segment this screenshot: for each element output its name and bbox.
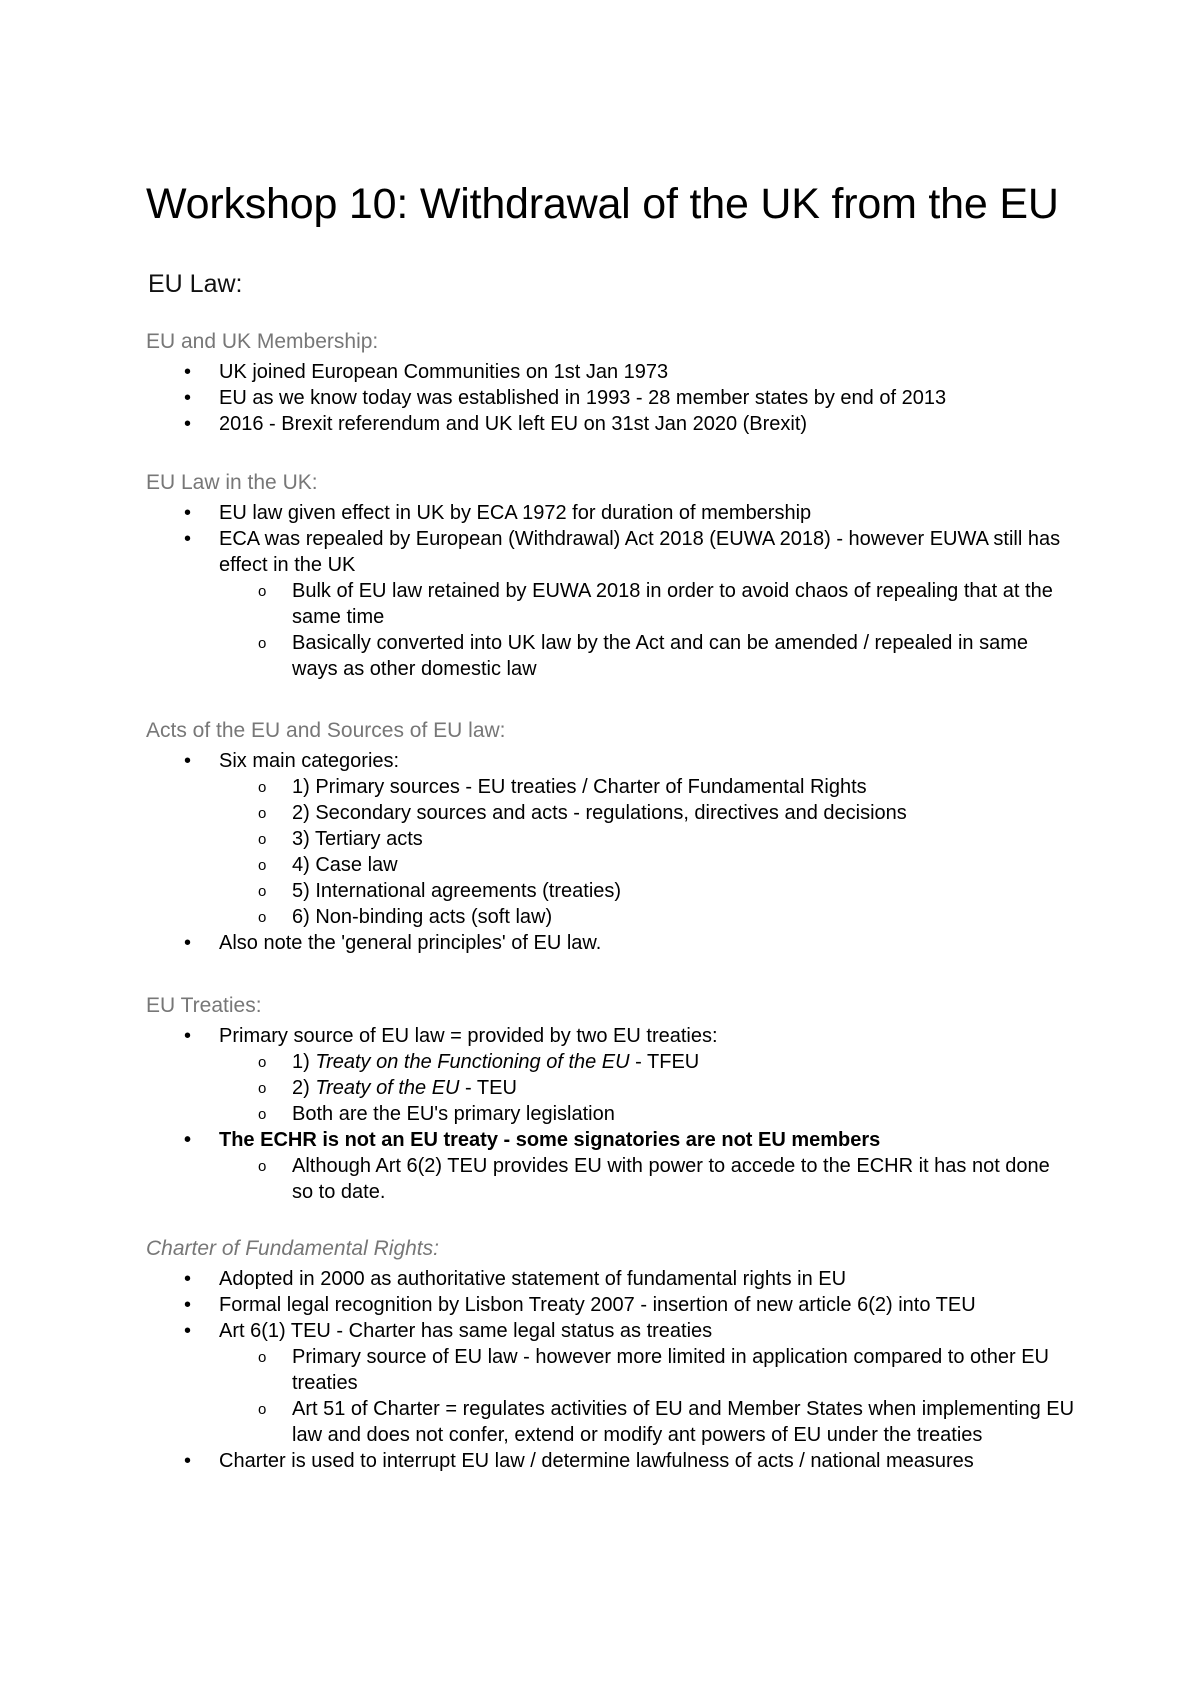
membership-list [146, 359, 1076, 437]
list-item: • Adopted in 2000 as authoritative statement of fundamental rights in EU [146, 1266, 1076, 1292]
list-item: • ECA was repealed by European (Withdrawal) Act 2018 (EUWA 2018) - however EUWA still has effect in the UK [146, 526, 1076, 578]
acts-heading: Acts of the EU and Sources of EU law: [146, 719, 506, 742]
treaty-name-teu: Treaty of the EU [315, 1077, 460, 1099]
sub-list-item: o 2) Secondary sources and acts - regulations, directives and decisions [146, 800, 1076, 826]
treaty-abbr: - TEU [459, 1077, 517, 1099]
list-item: • UK joined European Communities on 1st Jan 1973 [146, 359, 1076, 385]
membership-heading: EU and UK Membership: [146, 330, 379, 353]
sub-list-item: o Primary source of EU law - however more limited in application compared to other EU treaties [146, 1344, 1076, 1396]
sub-list-item: o 5) International agreements (treaties) [146, 878, 1076, 904]
list-item: • Charter is used to interrupt EU law / determine lawfulness of acts / national measures [146, 1448, 1076, 1474]
sub-list-item: o Art 51 of Charter = regulates activities of EU and Member States when implementing EU law and does not confer, extend or modify ant powers of EU under the treaties [146, 1396, 1076, 1448]
treaty-number: 2) [292, 1077, 316, 1099]
charter-list [146, 1266, 1076, 1474]
section-title: EU Law: [148, 270, 243, 298]
treaties-list [146, 1023, 1076, 1205]
acts-list [146, 748, 1076, 956]
charter-section [146, 1236, 1076, 1474]
sub-list-item: o 3) Tertiary acts [146, 826, 1076, 852]
treaty-number: 1) [292, 1051, 316, 1073]
treaty-name-tfeu: Treaty on the Functioning of the EU [315, 1051, 630, 1073]
list-item: • EU law given effect in UK by ECA 1972 for duration of membership [146, 500, 1076, 526]
list-item: • Formal legal recognition by Lisbon Treaty 2007 - insertion of new article 6(2) into TEU [146, 1292, 1076, 1318]
sub-list-item [146, 1075, 1076, 1101]
sub-list-item: o 4) Case law [146, 852, 1076, 878]
charter-heading: Charter of Fundamental Rights: [146, 1237, 439, 1260]
sub-list-item [146, 1049, 1076, 1075]
page-title: Workshop 10: Withdrawal of the UK from the EU [146, 180, 1059, 228]
sub-list-item: o 1) Primary sources - EU treaties / Charter of Fundamental Rights [146, 774, 1076, 800]
list-item: • Also note the 'general principles' of EU law. [146, 930, 1076, 956]
list-item: • EU as we know today was established in 1993 - 28 member states by end of 2013 [146, 385, 1076, 411]
treaties-section [146, 993, 1076, 1205]
sub-list-item: o Although Art 6(2) TEU provides EU with power to accede to the ECHR it has not done so to date. [146, 1153, 1076, 1205]
treaty-abbr: - TFEU [629, 1051, 700, 1073]
list-item: • 2016 - Brexit referendum and UK left EU on 31st Jan 2020 (Brexit) [146, 411, 1076, 437]
list-item: • Art 6(1) TEU - Charter has same legal status as treaties [146, 1318, 1076, 1344]
list-item: • Primary source of EU law = provided by two EU treaties: [146, 1023, 1076, 1049]
membership-section [146, 329, 1076, 437]
list-item-bold: • The ECHR is not an EU treaty - some signatories are not EU members [146, 1127, 1076, 1153]
list-item: • Six main categories: [146, 748, 1076, 774]
uk-law-section [146, 470, 1076, 682]
acts-section [146, 718, 1076, 956]
uk-law-heading: EU Law in the UK: [146, 471, 318, 494]
treaties-heading: EU Treaties: [146, 994, 262, 1017]
sub-list-item: o Basically converted into UK law by the Act and can be amended / repealed in same ways as other domestic law [146, 630, 1076, 682]
sub-list-item: o Both are the EU's primary legislation [146, 1101, 1076, 1127]
sub-list-item: o 6) Non-binding acts (soft law) [146, 904, 1076, 930]
uk-law-list [146, 500, 1076, 682]
sub-list-item: o Bulk of EU law retained by EUWA 2018 in order to avoid chaos of repealing that at the same time [146, 578, 1076, 630]
